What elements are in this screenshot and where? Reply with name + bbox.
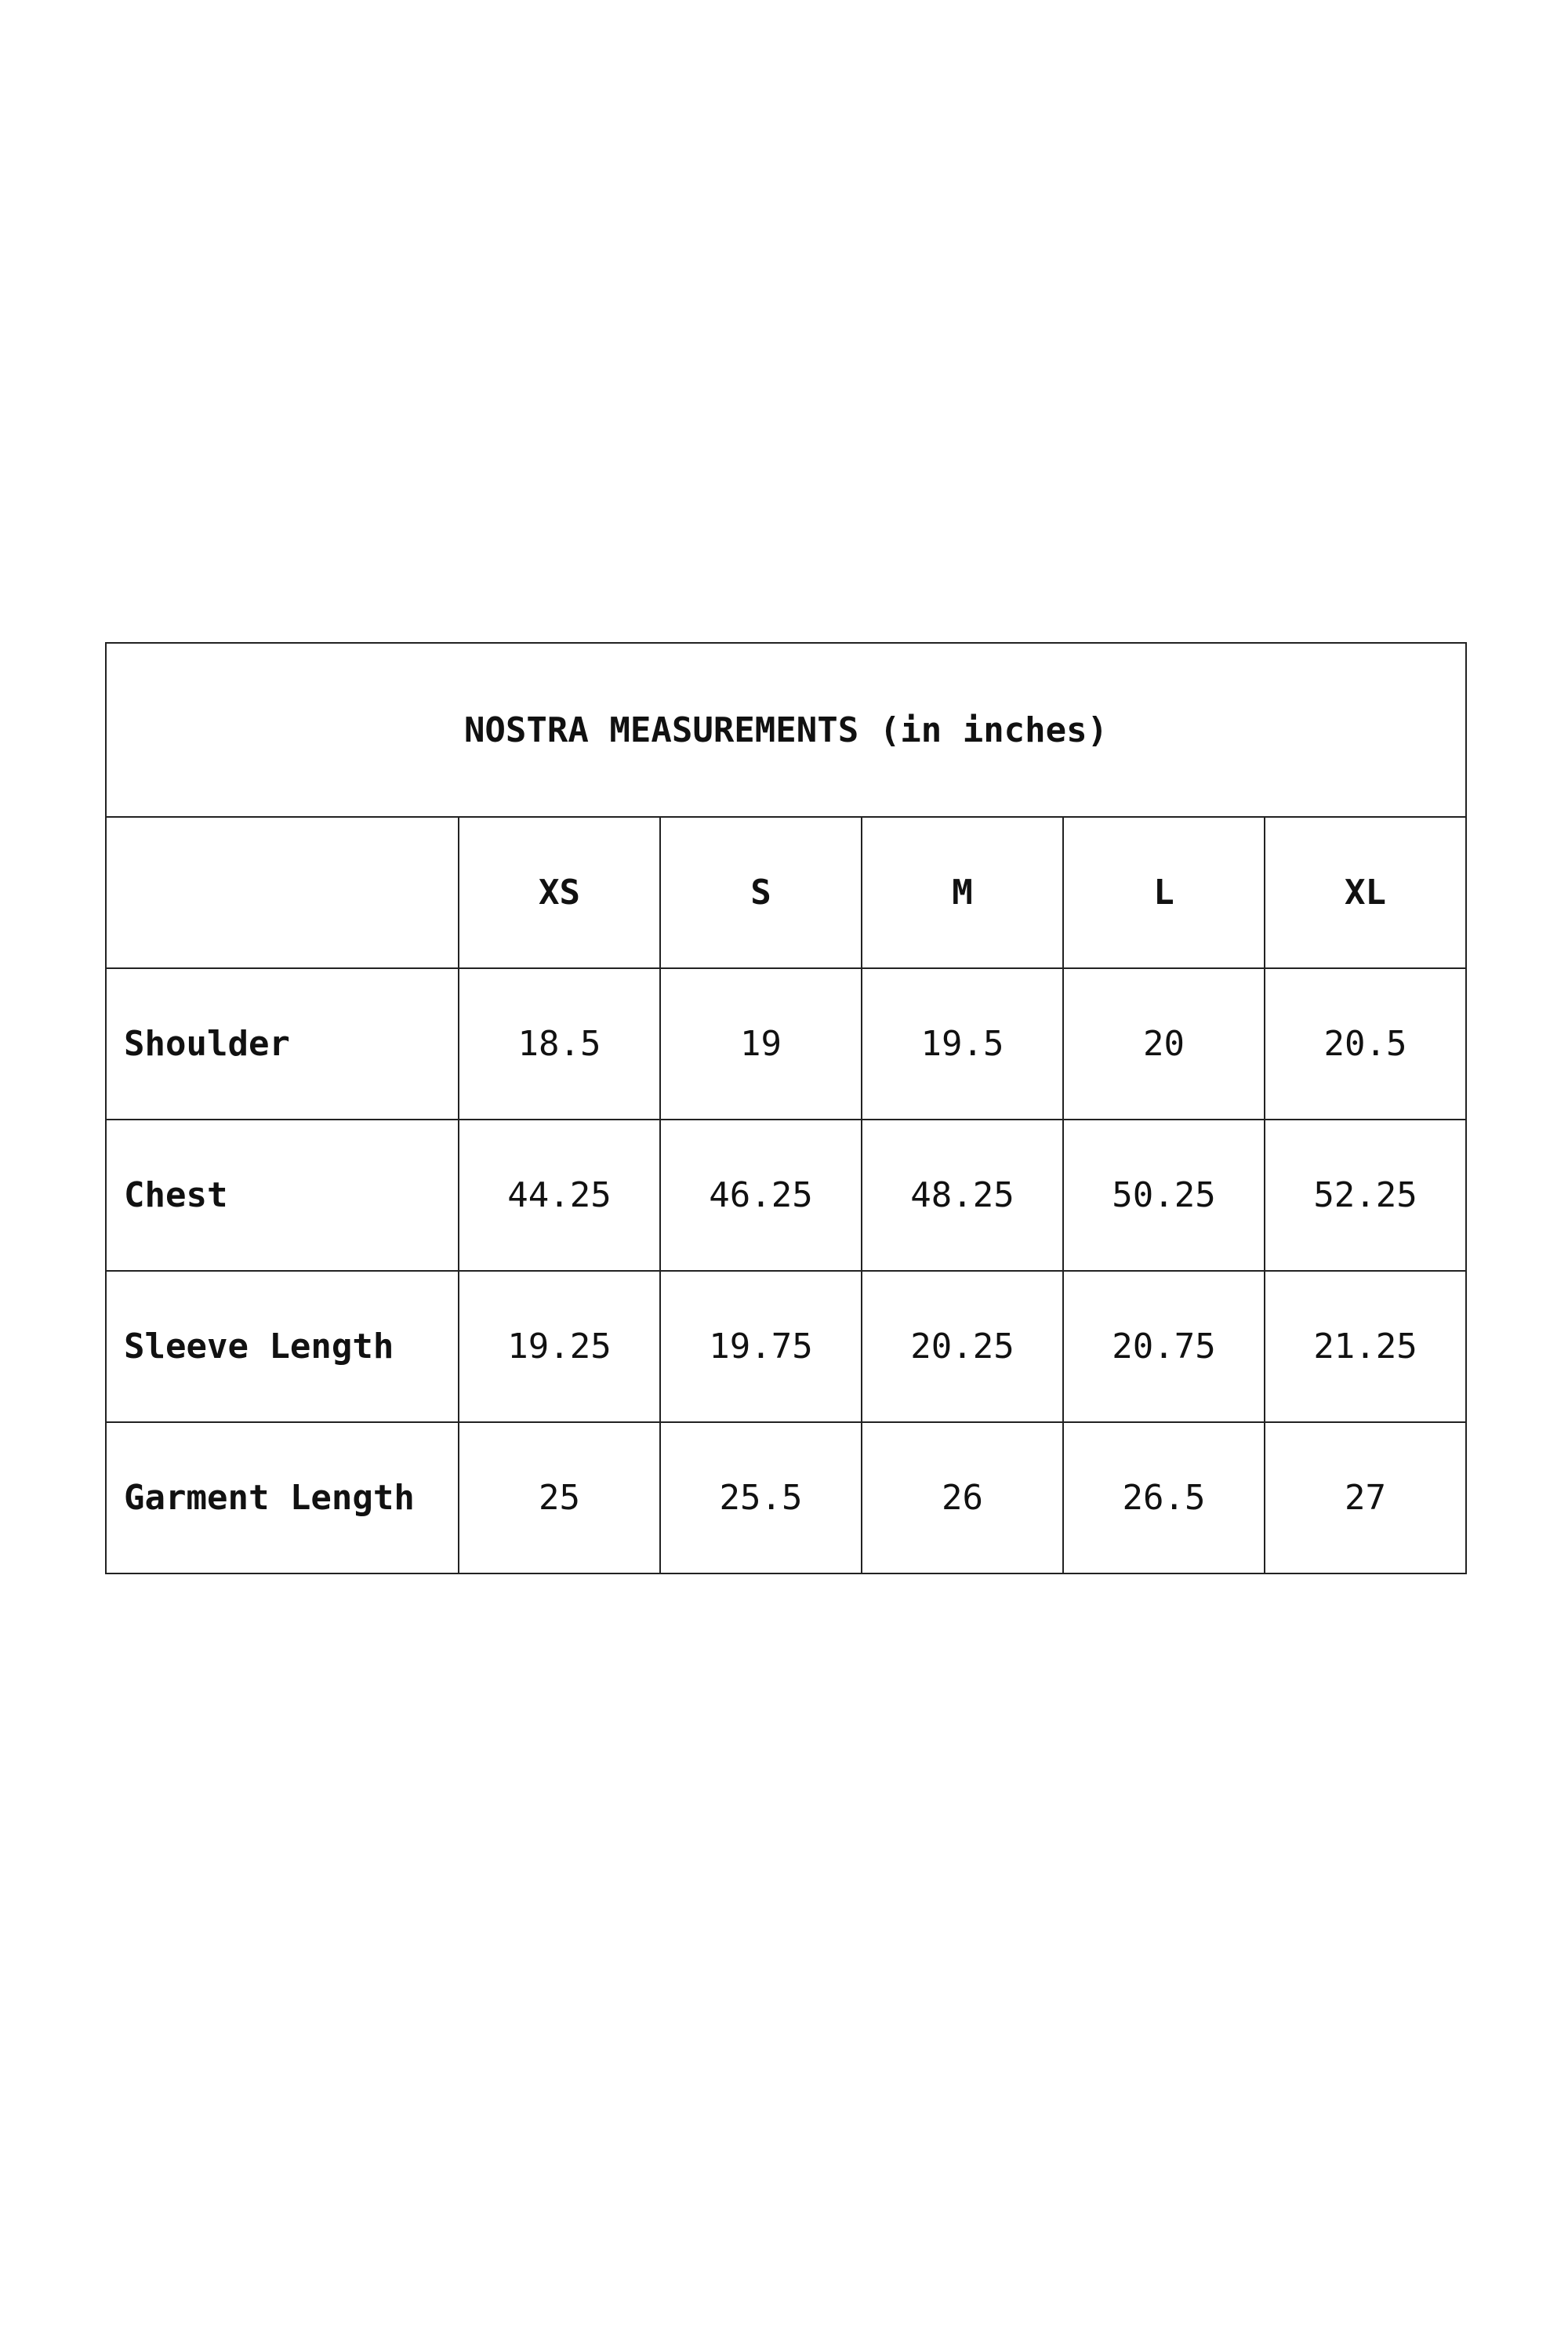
table-cell: 25 [459,1422,660,1573]
row-label: Sleeve Length [106,1271,459,1422]
column-header-l: L [1063,817,1265,968]
table-cell: 50.25 [1063,1120,1265,1271]
column-header-s: S [660,817,862,968]
table-cell: 20 [1063,968,1265,1120]
table-cell: 44.25 [459,1120,660,1271]
table-title: NOSTRA MEASUREMENTS (in inches) [106,643,1466,817]
column-header-m: M [862,817,1063,968]
table-cell: 20.25 [862,1271,1063,1422]
table-cell: 19.5 [862,968,1063,1120]
table-cell: 18.5 [459,968,660,1120]
table-cell: 27 [1265,1422,1466,1573]
table-cell: 26 [862,1422,1063,1573]
column-header-xl: XL [1265,817,1466,968]
table-cell: 48.25 [862,1120,1063,1271]
row-label: Chest [106,1120,459,1271]
table-cell: 26.5 [1063,1422,1265,1573]
table-row-sleeve-length [106,1271,1466,1422]
table-cell: 19.75 [660,1271,862,1422]
table-cell: 20.5 [1265,968,1466,1120]
corner-cell [106,817,459,968]
header-row [106,817,1466,968]
table-row-garment-length [106,1422,1466,1573]
table-cell: 21.25 [1265,1271,1466,1422]
column-header-xs: XS [459,817,660,968]
table-cell: 25.5 [660,1422,862,1573]
table-row-chest [106,1120,1466,1271]
row-label: Garment Length [106,1422,459,1573]
title-row [106,643,1466,817]
table-cell: 19.25 [459,1271,660,1422]
table-cell: 52.25 [1265,1120,1466,1271]
row-label: Shoulder [106,968,459,1120]
table-cell: 19 [660,968,862,1120]
table-cell: 20.75 [1063,1271,1265,1422]
measurements-table [105,642,1467,1574]
table-row-shoulder [106,968,1466,1120]
table-cell: 46.25 [660,1120,862,1271]
